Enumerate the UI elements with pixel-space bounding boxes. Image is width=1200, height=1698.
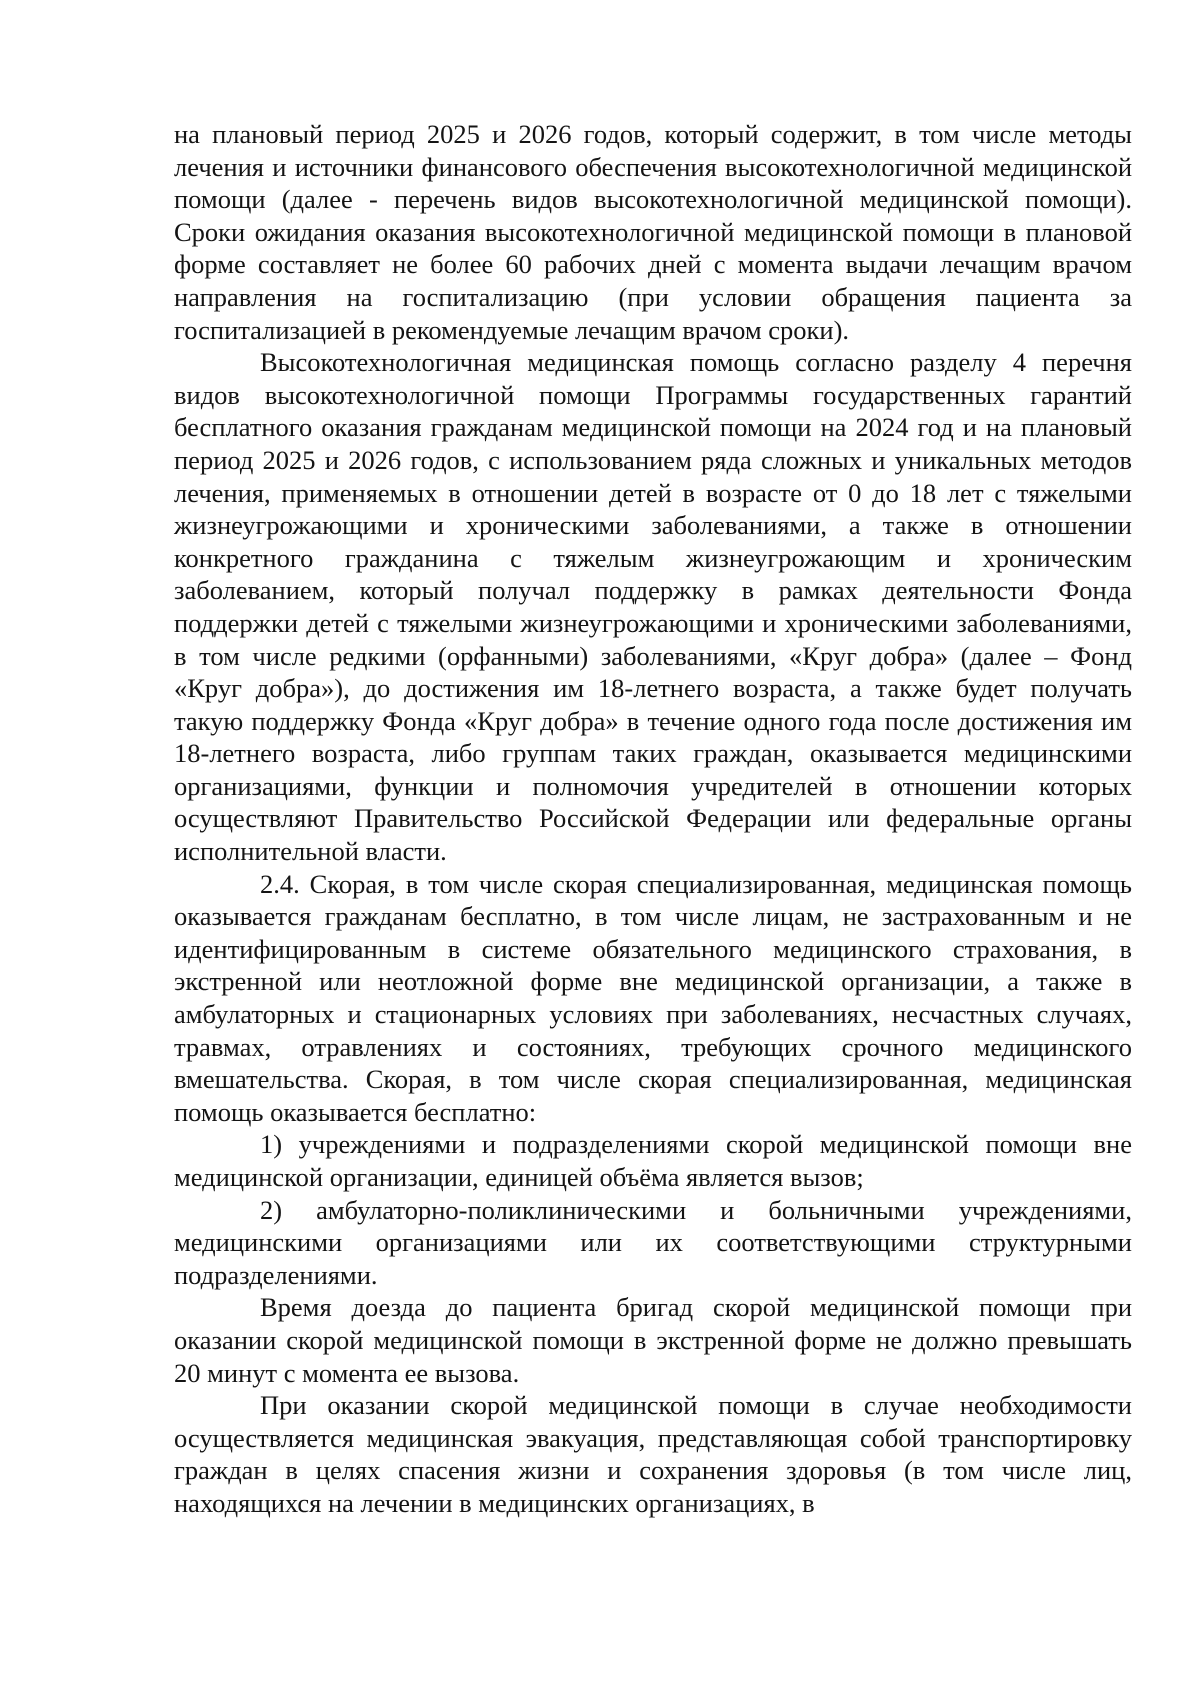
paragraph-2-4-emergency-care: 2.4. Скорая, в том числе скорая специализированная, медицинская помощь оказывается гражданам бесплатно, в том числе лицам, не застрахованным и не идентифицированным в системе обязательного медицинского страхования, в экстренной или неотложной форме вне медицинской организации, а также в амбулаторных и стационарных условиях при заболеваниях, несчастных случаях, травмах, отравлениях и состояниях, требующих срочного медицинского вмешательства. Скорая, в том числе скорая специализированная, медицинская помощь оказывается бесплатно:	[174, 868, 1132, 1127]
list-item-2-outpatient-hospital: 2) амбулаторно-поликлиническими и больничными учреждениями, медицинскими организациями или их соответствующими структурными подразделениями.	[174, 1194, 1132, 1290]
document-page	[174, 118, 1132, 1520]
paragraph-hmp-list-continuation: на плановый период 2025 и 2026 годов, который содержит, в том числе методы лечения и источники финансового обеспечения высокотехнологичной медицинской помощи (далее - перечень видов высокотехнологичной медицинской помощи). Сроки ожидания оказания высокотехнологичной медицинской помощи в плановой форме составляет не более 60 рабочих дней с момента выдачи лечащим врачом направления на госпитализацию (при условии обращения пациента за госпитализацией в рекомендуемые лечащим врачом сроки).	[174, 119, 1132, 345]
paragraph-medical-evacuation: При оказании скорой медицинской помощи в случае необходимости осуществляется медицинская эвакуация, представляющая собой транспортировку граждан в целях спасения жизни и сохранения здоровья (в том числе лиц, находящихся на лечении в медицинских организациях, в	[174, 1390, 1132, 1518]
paragraph-hmp-section-4: Высокотехнологичная медицинская помощь согласно разделу 4 перечня видов высокотехнологичной помощи Программы государственных гарантий бесплатного оказания гражданам медицинской помощи на 2024 год и на плановый период 2025 и 2026 годов, с использованием ряда сложных и уникальных методов лечения, применяемых в отношении детей в возрасте от 0 до 18 лет с тяжелыми жизнеугрожающими и хроническими заболеваниями, а также в отношении конкретного гражданина с тяжелым жизнеугрожающим и хроническим заболеванием, который получал поддержку в рамках деятельности Фонда поддержки детей с тяжелыми жизнеугрожающими и хроническими заболеваниями, в том числе редкими (орфанными) заболеваниями, «Круг добра» (далее – Фонд «Круг добра»), до достижения им 18-летнего возраста, а также будет получать такую поддержку Фонда «Круг добра» в течение одного года после достижения им 18-летнего возраста, либо группам таких граждан, оказывается медицинскими организациями, функции и полномочия учредителей в отношении которых осуществляют Правительство Российской Федерации или федеральные органы исполнительной власти.	[174, 347, 1132, 867]
list-item-1-ambulance-units: 1) учреждениями и подразделениями скорой медицинской помощи вне медицинской организации, единицей объёма является вызов;	[174, 1129, 1132, 1192]
paragraph-arrival-time: Время доезда до пациента бригад скорой медицинской помощи при оказании скорой медицинской помощи в экстренной форме не должно превышать 20 минут с момента ее вызова.	[174, 1292, 1132, 1388]
